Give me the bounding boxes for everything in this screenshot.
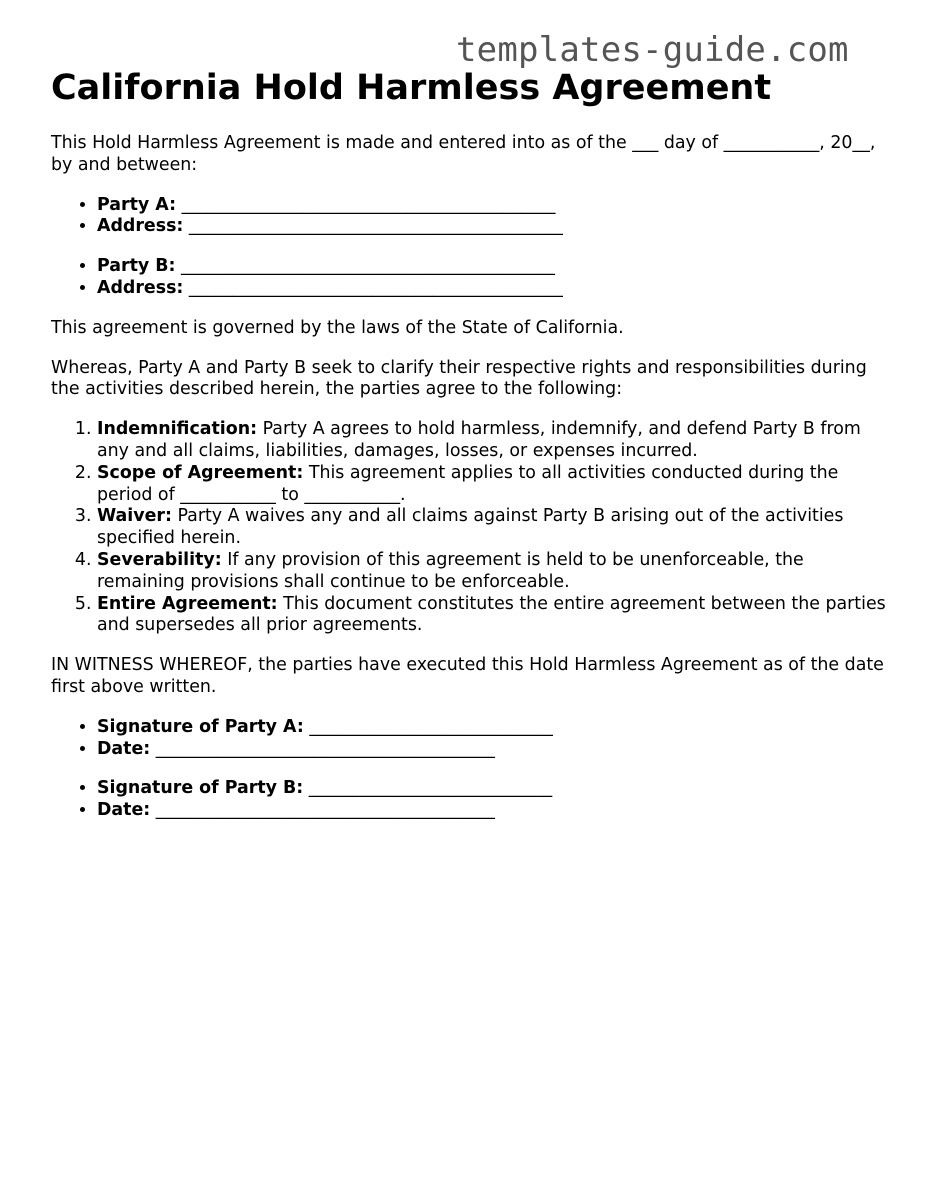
term-text: Party A waives any and all claims against Party B arising out of the activities specified herein. — [97, 506, 844, 549]
party-b-name-blank: ___________________________________________ — [181, 256, 555, 277]
signature-b-list — [51, 778, 891, 822]
governing-law-paragraph: This agreement is governed by the laws of the State of California. — [51, 317, 624, 338]
party-b-name-label: Party B: — [97, 256, 176, 277]
term-item — [97, 419, 891, 463]
party-b-list — [51, 256, 891, 300]
term-heading: Scope of Agreement: — [97, 462, 304, 483]
signature-a-date-label: Date: — [97, 738, 151, 759]
signature-a-blank: ____________________________ — [309, 716, 553, 737]
whereas-paragraph: Whereas, Party A and Party B seek to clarify their respective rights and responsibilities during the activities described herein, the parties agree to the following: — [51, 357, 867, 400]
signature-b-date-label: Date: — [97, 800, 151, 821]
party-b-address-blank: ___________________________________________ — [188, 277, 563, 298]
party-a-name-label: Party A: — [97, 194, 177, 215]
term-item — [97, 463, 891, 507]
signature-b-date-blank: _______________________________________ — [155, 800, 495, 821]
party-b-address-label: Address: — [97, 277, 184, 298]
term-text: If any provision of this agreement is held to be unenforceable, the remaining provisions shall continue to be enforceable. — [97, 549, 804, 592]
term-text: This agreement applies to all activities conducted during the period of ___________ to ___________. — [97, 462, 839, 505]
signature-b-item — [97, 778, 891, 800]
signature-a-list — [51, 717, 891, 761]
signature-b-date-item — [97, 800, 891, 822]
witness-paragraph: IN WITNESS WHEREOF, the parties have executed this Hold Harmless Agreement as of the date first above written. — [51, 655, 884, 697]
signature-b-label: Signature of Party B: — [97, 778, 304, 799]
signature-b-blank: ____________________________ — [308, 778, 553, 799]
signature-a-date-item — [97, 739, 891, 761]
party-a-address-item — [97, 216, 891, 238]
term-text: Party A agrees to hold harmless, indemnify, and defend Party B from any and all claims, liabilities, damages, losses, or expenses incurred. — [97, 419, 861, 461]
term-heading: Entire Agreement: — [97, 593, 278, 614]
term-heading: Indemnification: — [97, 419, 258, 440]
term-item — [97, 550, 891, 594]
term-item — [97, 506, 891, 550]
signature-a-date-blank: _______________________________________ — [155, 738, 495, 759]
signature-a-item — [97, 717, 891, 739]
document-body — [51, 66, 891, 822]
term-item — [97, 594, 891, 638]
page-title: California Hold Harmless Agreement — [51, 68, 772, 108]
terms-list — [51, 419, 891, 637]
party-a-list — [51, 195, 891, 239]
signature-a-label: Signature of Party A: — [97, 716, 304, 737]
term-text: This document constitutes the entire agreement between the parties and supersedes all prior agreements. — [97, 593, 886, 636]
intro-paragraph: This Hold Harmless Agreement is made and entered into as of the ___ day of ___________, 20__, by and between: — [51, 133, 876, 175]
term-heading: Severability: — [97, 549, 222, 570]
party-b-address-item — [97, 278, 891, 300]
party-b-name-item — [97, 256, 891, 278]
party-a-name-blank: ___________________________________________ — [181, 194, 556, 215]
term-heading: Waiver: — [97, 506, 172, 527]
party-a-address-label: Address: — [97, 216, 184, 237]
watermark: templates-guide.com — [456, 30, 849, 70]
party-a-name-item — [97, 195, 891, 217]
party-a-address-blank: ___________________________________________ — [188, 216, 563, 237]
